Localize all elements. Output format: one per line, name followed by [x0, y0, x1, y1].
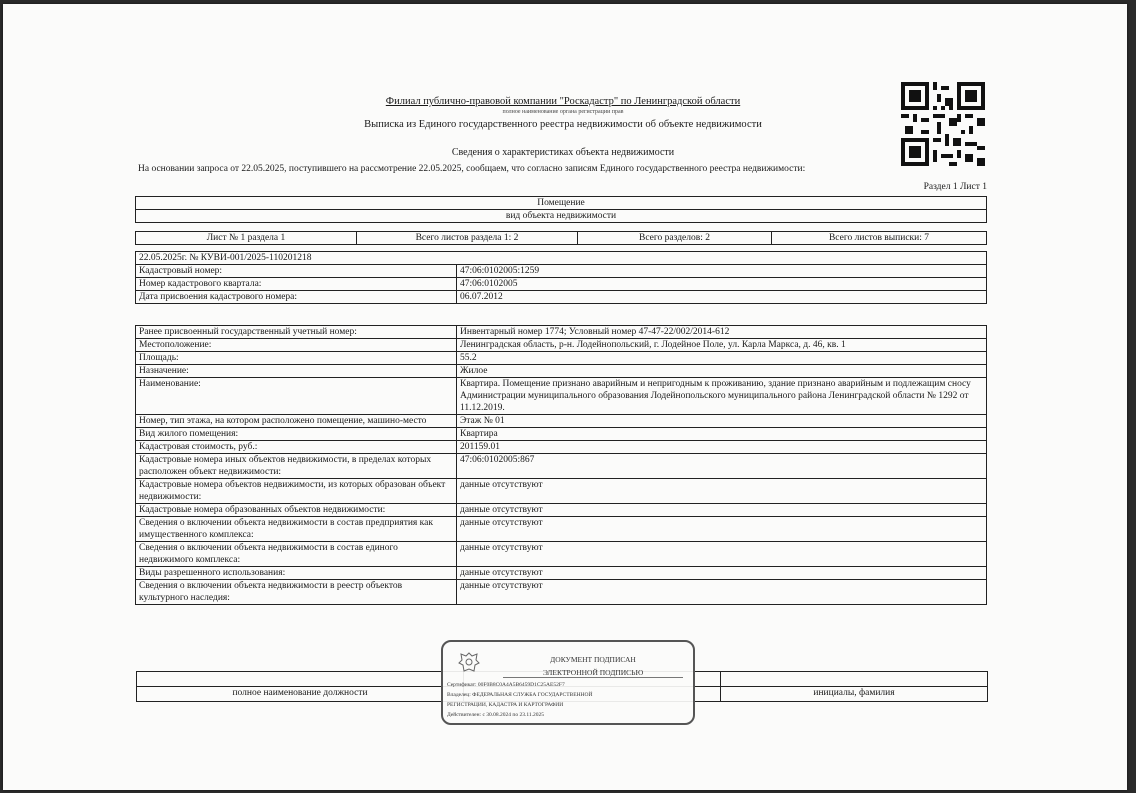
table-row [136, 339, 987, 352]
sheet-info-table [135, 231, 987, 245]
row-label: Кадастровый номер: [136, 265, 457, 278]
row-label: Кадастровые номера иных объектов недвижимости, в пределах которых расположен объект недвижимости: [136, 454, 457, 479]
object-kind-label: вид объекта недвижимости [136, 210, 987, 223]
row-label: Наименование: [136, 378, 457, 415]
sheet-number: Лист № 1 раздела 1 [136, 232, 357, 245]
object-type-table [135, 196, 987, 223]
table-row [136, 365, 987, 378]
table-row [136, 567, 987, 580]
org-caption: полное наименование органа регистрации прав [502, 109, 624, 115]
row-value: Ленинградская область, р-н. Лодейнопольский, г. Лодейное Поле, ул. Карла Маркса, д. 46, кв. 1 [457, 339, 987, 352]
row-label: Кадастровая стоимость, руб.: [136, 441, 457, 454]
row-label: Местоположение: [136, 339, 457, 352]
object-type: Помещение [136, 197, 987, 210]
row-value: 47:06:0102005 [457, 278, 987, 291]
electronic-signature-stamp [441, 640, 695, 725]
row-label: Площадь: [136, 352, 457, 365]
row-label: Номер, тип этажа, на котором расположено помещение, машино-место [136, 415, 457, 428]
stamp-validity: Действителен: с 30.08.2024 по 23.11.2025 [447, 712, 545, 718]
identification-table [135, 251, 987, 304]
stamp-owner-continued: РЕГИСТРАЦИИ, КАДАСТРА И КАРТОГРАФИИ [447, 702, 564, 708]
row-value: 47:06:0102005:867 [457, 454, 987, 479]
sections-total: Всего разделов: 2 [578, 232, 772, 245]
table-row [136, 291, 987, 304]
stamp-certificate: Сертификат: 00F0B8C0A4A5B6459D1C25AE52F7 [447, 682, 565, 688]
table-row [136, 352, 987, 365]
position-label: полное наименование должности [137, 687, 464, 702]
coat-of-arms-icon [457, 650, 481, 676]
table-row [136, 504, 987, 517]
document-page [3, 4, 1127, 790]
row-value: 55.2 [457, 352, 987, 365]
table-row [136, 326, 987, 339]
extract-sheets-total: Всего листов выписки: 7 [772, 232, 987, 245]
row-label: Дата присвоения кадастрового номера: [136, 291, 457, 304]
row-value: данные отсутствуют [457, 504, 987, 517]
stamp-title-1: ДОКУМЕНТ ПОДПИСАН [550, 655, 636, 664]
characteristics-table [135, 325, 987, 605]
sheet-reference: Раздел 1 Лист 1 [923, 182, 987, 192]
row-value: Жилое [457, 365, 987, 378]
table-row [136, 441, 987, 454]
qr-code-icon [901, 82, 985, 166]
row-value: 06.07.2012 [457, 291, 987, 304]
row-value: Этаж № 01 [457, 415, 987, 428]
document-title: Выписка из Единого государственного реестра недвижимости об объекте недвижимости [364, 119, 762, 130]
row-value: 47:06:0102005:1259 [457, 265, 987, 278]
table-row [136, 580, 987, 605]
table-row [136, 378, 987, 415]
table-row [136, 454, 987, 479]
table-row [136, 542, 987, 567]
org-name: Филиал публично-правовой компании "Роскадастр" по Ленинградской области [385, 96, 741, 107]
row-label: Виды разрешенного использования: [136, 567, 457, 580]
table-row [136, 517, 987, 542]
row-label: Вид жилого помещения: [136, 428, 457, 441]
row-value: данные отсутствуют [457, 479, 987, 504]
table-row [136, 278, 987, 291]
row-label: Кадастровые номера образованных объектов недвижимости: [136, 504, 457, 517]
row-label: Назначение: [136, 365, 457, 378]
row-label: Ранее присвоенный государственный учетный номер: [136, 326, 457, 339]
row-label: Сведения о включении объекта недвижимости в состав предприятия как имущественного комплекса: [136, 517, 457, 542]
row-value: Инвентарный номер 1774; Условный номер 47-47-22/002/2014-612 [457, 326, 987, 339]
row-label: Сведения о включении объекта недвижимости в реестр объектов культурного наследия: [136, 580, 457, 605]
row-value: данные отсутствуют [457, 542, 987, 567]
section-title: Сведения о характеристиках объекта недвижимости [451, 147, 675, 158]
stamp-divider [503, 677, 683, 678]
row-value: данные отсутствуют [457, 580, 987, 605]
row-label: Кадастровые номера объектов недвижимости, из которых образован объект недвижимости: [136, 479, 457, 504]
sheets-in-section: Всего листов раздела 1: 2 [357, 232, 578, 245]
row-value: Квартира [457, 428, 987, 441]
row-value: данные отсутствуют [457, 517, 987, 542]
row-value: данные отсутствуют [457, 567, 987, 580]
name-label: инициалы, фамилия [721, 687, 988, 702]
table-row [136, 265, 987, 278]
stamp-title-2: ЭЛЕКТРОННОЙ ПОДПИСЬЮ [542, 668, 644, 677]
stamp-owner: Владелец: ФЕДЕРАЛЬНАЯ СЛУЖБА ГОСУДАРСТВЕННОЙ [447, 692, 593, 698]
table-row [136, 415, 987, 428]
row-value: 201159.01 [457, 441, 987, 454]
request-basis: На основании запроса от 22.05.2025, поступившего на рассмотрение 22.05.2025, сообщаем, что согласно записям Единого государственного реестра недвижимости: [138, 164, 806, 174]
table-row [136, 479, 987, 504]
row-label: Сведения о включении объекта недвижимости в состав единого недвижимого комплекса: [136, 542, 457, 567]
row-value: Квартира. Помещение признано аварийным и непригодным к проживанию, здание признано аварийным и подлежащим сносу Администрации муниципального образования Лодейнопольского муниципального района Ленинградской области № 1292 от 11.12.2019. [457, 378, 987, 415]
row-label: Номер кадастрового квартала: [136, 278, 457, 291]
table-row [136, 428, 987, 441]
extract-number: 22.05.2025г. № КУВИ-001/2025-110201218 [136, 252, 987, 265]
